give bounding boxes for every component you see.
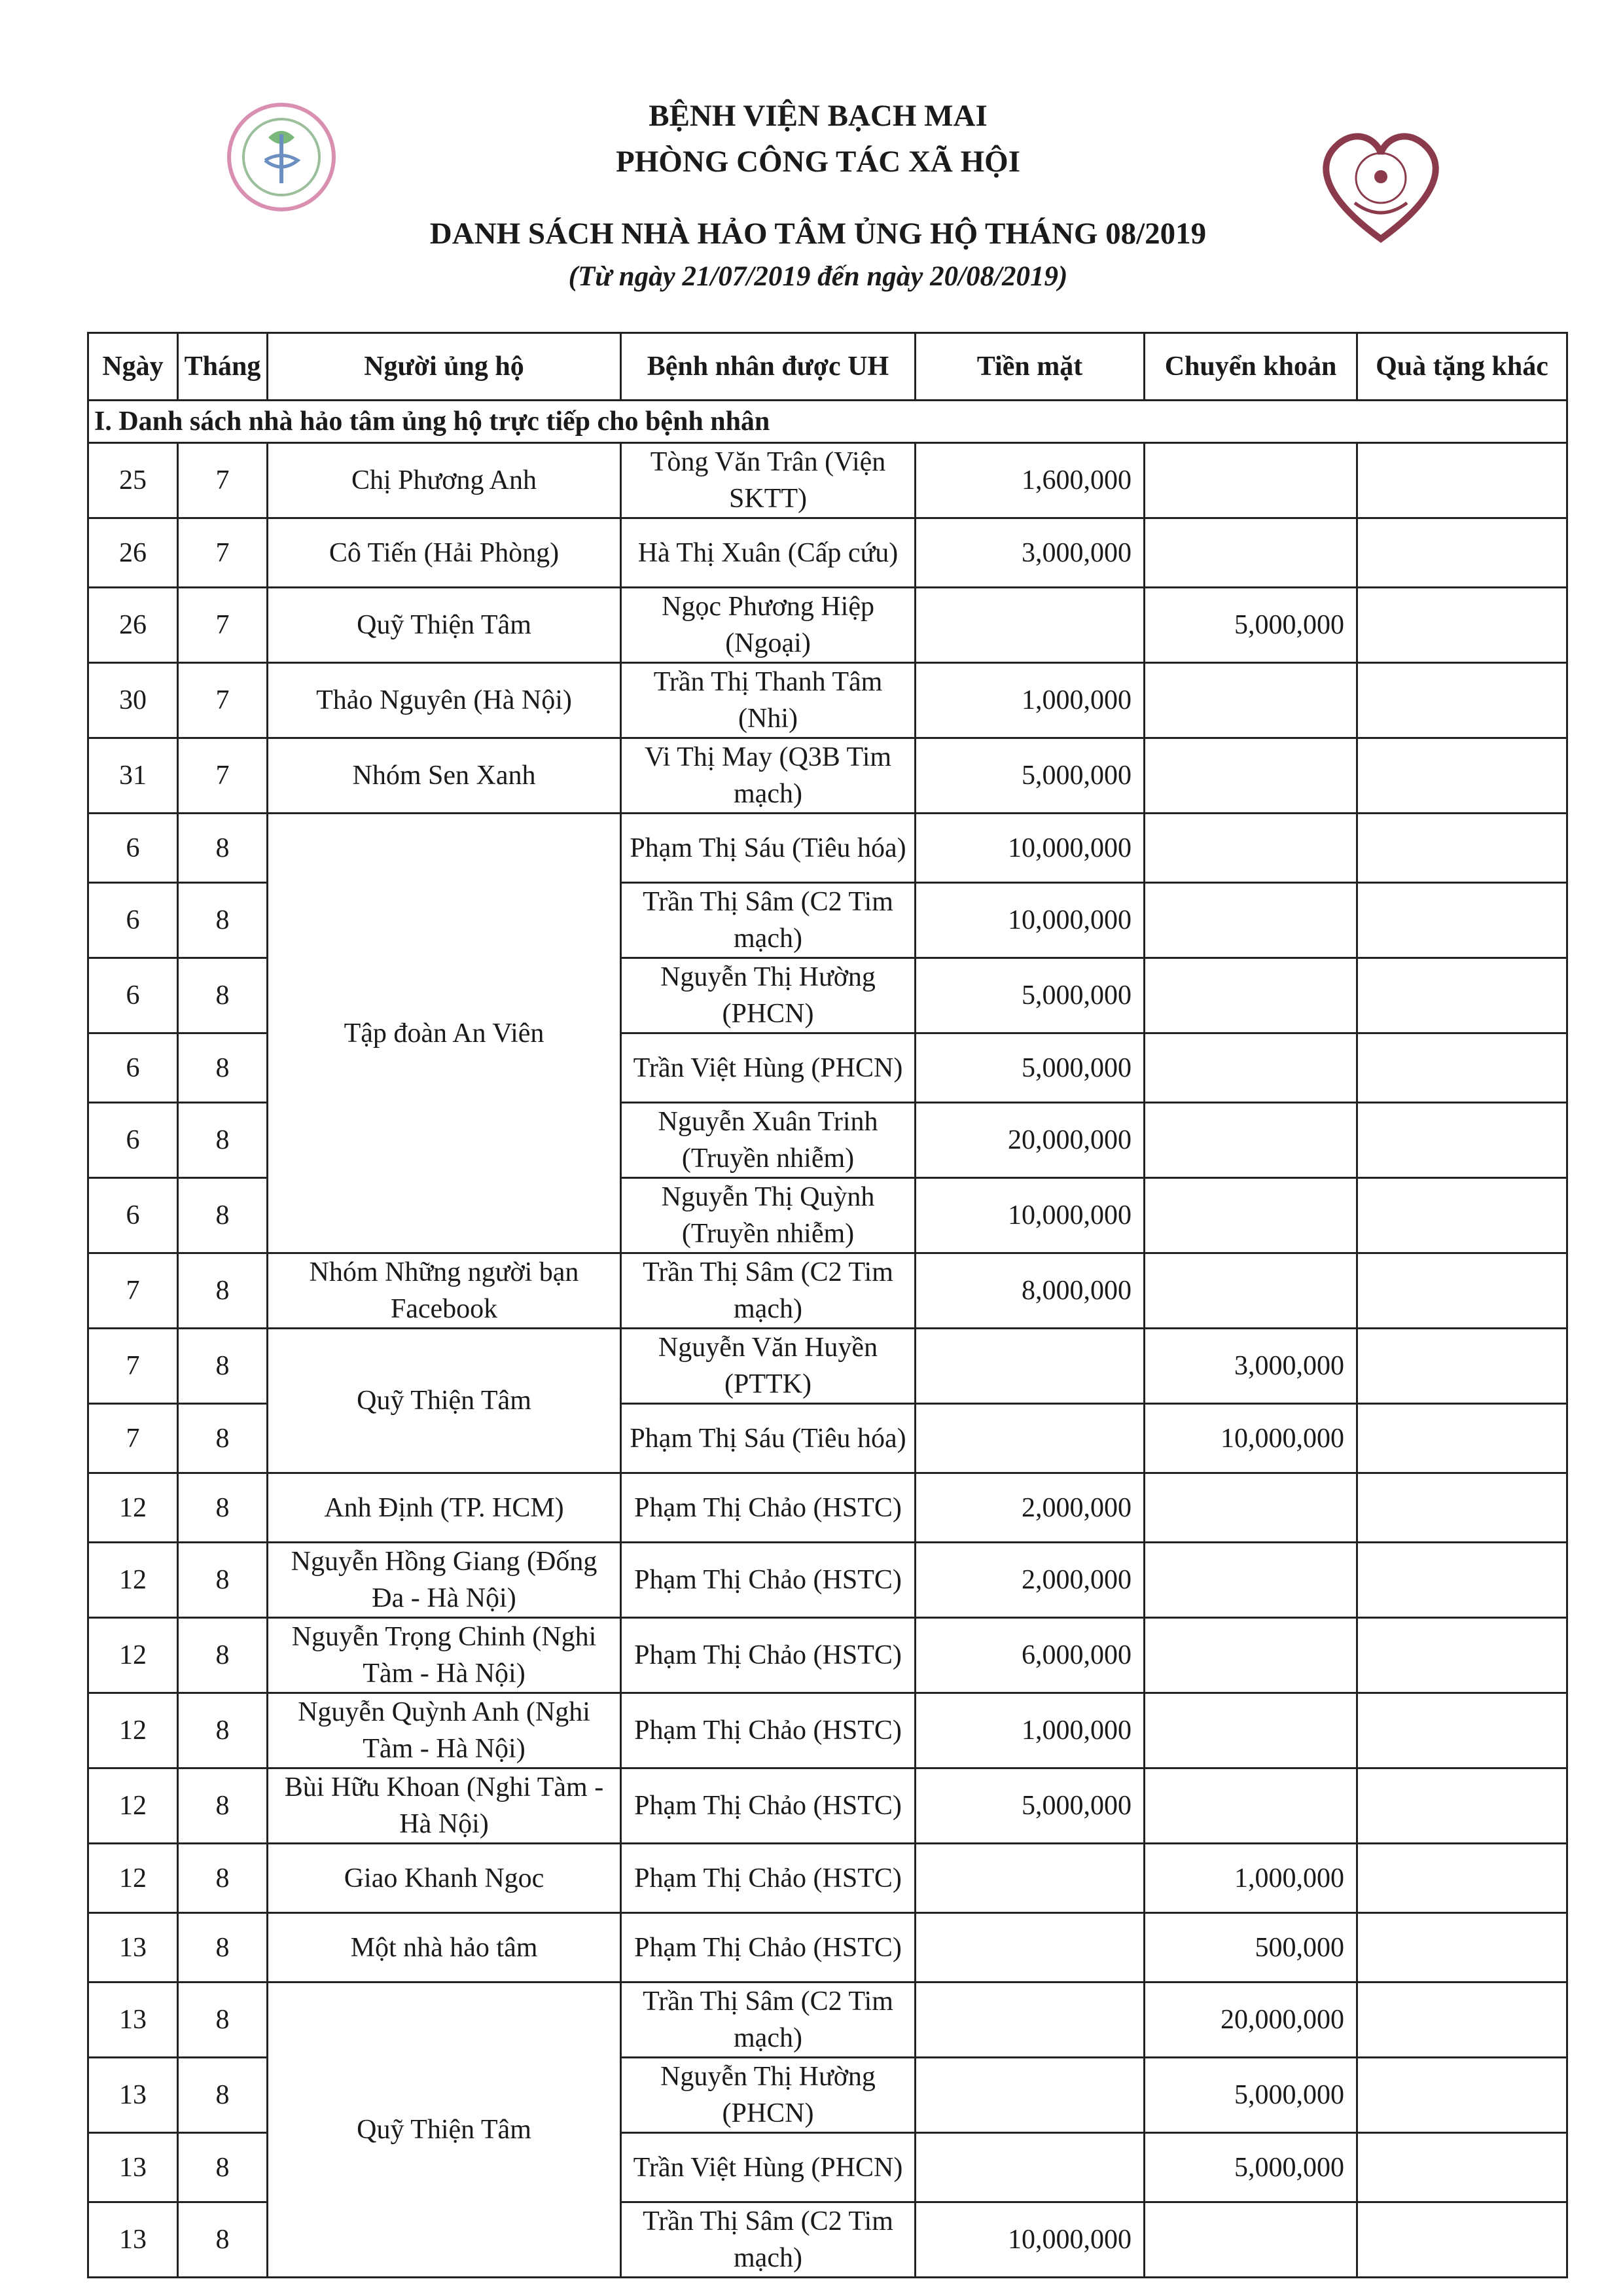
cell-transfer: 3,000,000 <box>1145 1329 1357 1404</box>
cell-patient: Trần Thị Thanh Tâm (Nhi) <box>621 663 916 738</box>
cell-month: 8 <box>178 1543 268 1618</box>
cell-other-gifts <box>1357 883 1567 958</box>
cell-patient: Trần Thị Sâm (C2 Tim mạch) <box>621 1982 916 2058</box>
cell-cash: 10,000,000 <box>916 883 1145 958</box>
cell-day: 6 <box>88 1178 178 1253</box>
cell-day: 12 <box>88 1768 178 1844</box>
cell-patient: Tòng Văn Trân (Viện SKTT) <box>621 443 916 518</box>
cell-month: 7 <box>178 738 268 814</box>
cell-other-gifts <box>1357 1693 1567 1768</box>
cell-donor: Nguyễn Hồng Giang (Đống Đa - Hà Nội) <box>268 1543 621 1618</box>
cell-patient: Hà Thị Xuân (Cấp cứu) <box>621 518 916 588</box>
cell-patient: Trần Thị Sâm (C2 Tim mạch) <box>621 1253 916 1329</box>
cell-patient: Phạm Thị Chảo (HSTC) <box>621 1473 916 1543</box>
table-row <box>88 1982 1567 2058</box>
cell-other-gifts <box>1357 1768 1567 1844</box>
cell-patient: Trần Việt Hùng (PHCN) <box>621 1033 916 1103</box>
cell-other-gifts <box>1357 1618 1567 1693</box>
cell-cash <box>916 588 1145 663</box>
cell-cash: 10,000,000 <box>916 2202 1145 2278</box>
cell-transfer <box>1145 958 1357 1033</box>
cell-donor: Nhóm Những người bạn Facebook <box>268 1253 621 1329</box>
hospital-logo-icon <box>196 98 366 216</box>
cell-day: 26 <box>88 588 178 663</box>
cell-cash: 2,000,000 <box>916 1543 1145 1618</box>
cell-day: 7 <box>88 1329 178 1404</box>
cell-transfer: 5,000,000 <box>1145 588 1357 663</box>
cell-cash: 1,000,000 <box>916 663 1145 738</box>
cell-patient: Ngọc Phương Hiệp (Ngoại) <box>621 588 916 663</box>
cell-other-gifts <box>1357 588 1567 663</box>
cell-donor: Bùi Hữu Khoan (Nghi Tàm - Hà Nội) <box>268 1768 621 1844</box>
hospital-name: BỆNH VIỆN BẠCH MAI <box>649 99 988 133</box>
cell-month: 8 <box>178 1178 268 1253</box>
cell-transfer <box>1145 1768 1357 1844</box>
cell-patient: Vi Thị May (Q3B Tim mạch) <box>621 738 916 814</box>
cell-other-gifts <box>1357 1543 1567 1618</box>
cell-other-gifts <box>1357 663 1567 738</box>
cell-other-gifts <box>1357 1473 1567 1543</box>
cell-cash <box>916 2058 1145 2133</box>
cell-day: 13 <box>88 2133 178 2202</box>
col-header-patient: Bệnh nhân được UH <box>621 333 916 401</box>
col-header-transfer: Chuyển khoản <box>1145 333 1357 401</box>
cell-transfer: 10,000,000 <box>1145 1404 1357 1473</box>
cell-other-gifts <box>1357 1329 1567 1404</box>
cell-day: 26 <box>88 518 178 588</box>
cell-cash: 3,000,000 <box>916 518 1145 588</box>
cell-donor: Cô Tiến (Hải Phòng) <box>268 518 621 588</box>
cell-other-gifts <box>1357 1913 1567 1982</box>
cell-month: 7 <box>178 443 268 518</box>
cell-patient: Phạm Thị Chảo (HSTC) <box>621 1913 916 1982</box>
table-row <box>88 1768 1567 1844</box>
cell-other-gifts <box>1357 958 1567 1033</box>
department-name: PHÒNG CÔNG TÁC XÃ HỘI <box>616 145 1020 179</box>
table-row <box>88 1253 1567 1329</box>
cell-patient: Phạm Thị Sáu (Tiêu hóa) <box>621 1404 916 1473</box>
table-row <box>88 588 1567 663</box>
cell-month: 8 <box>178 958 268 1033</box>
cell-day: 13 <box>88 2058 178 2133</box>
table-row <box>88 1618 1567 1693</box>
cell-donor: Nguyễn Trọng Chinh (Nghi Tàm - Hà Nội) <box>268 1618 621 1693</box>
cell-day: 6 <box>88 883 178 958</box>
cell-donor: Anh Định (TP. HCM) <box>268 1473 621 1543</box>
cell-cash: 10,000,000 <box>916 1178 1145 1253</box>
section-row <box>88 401 1567 443</box>
cell-day: 6 <box>88 1103 178 1178</box>
cell-donor: Quỹ Thiện Tâm <box>268 1329 621 1473</box>
cell-day: 12 <box>88 1844 178 1913</box>
table-row <box>88 518 1567 588</box>
cell-cash <box>916 1913 1145 1982</box>
cell-cash: 5,000,000 <box>916 958 1145 1033</box>
cell-transfer: 5,000,000 <box>1145 2133 1357 2202</box>
cell-other-gifts <box>1357 2058 1567 2133</box>
cell-other-gifts <box>1357 2133 1567 2202</box>
table-header-row <box>88 333 1567 401</box>
cell-month: 8 <box>178 1033 268 1103</box>
cell-other-gifts <box>1357 1178 1567 1253</box>
cell-cash <box>916 1404 1145 1473</box>
cell-patient: Nguyễn Văn Huyền (PTTK) <box>621 1329 916 1404</box>
cell-patient: Phạm Thị Chảo (HSTC) <box>621 1543 916 1618</box>
cell-cash: 20,000,000 <box>916 1103 1145 1178</box>
cell-patient: Trần Thị Sâm (C2 Tim mạch) <box>621 2202 916 2278</box>
cell-month: 7 <box>178 588 268 663</box>
cell-transfer <box>1145 1618 1357 1693</box>
cell-other-gifts <box>1357 1844 1567 1913</box>
cell-month: 8 <box>178 2058 268 2133</box>
cell-patient: Nguyễn Thị Hường (PHCN) <box>621 2058 916 2133</box>
cell-transfer <box>1145 1473 1357 1543</box>
cell-other-gifts <box>1357 1982 1567 2058</box>
cell-cash: 2,000,000 <box>916 1473 1145 1543</box>
cell-cash: 8,000,000 <box>916 1253 1145 1329</box>
cell-other-gifts <box>1357 2202 1567 2278</box>
cell-donor: Quỹ Thiện Tâm <box>268 1982 621 2278</box>
table-row <box>88 443 1567 518</box>
cell-other-gifts <box>1357 518 1567 588</box>
cell-patient: Phạm Thị Chảo (HSTC) <box>621 1618 916 1693</box>
cell-patient: Phạm Thị Sáu (Tiêu hóa) <box>621 814 916 883</box>
cell-month: 8 <box>178 2133 268 2202</box>
table-row <box>88 1913 1567 1982</box>
cell-day: 6 <box>88 814 178 883</box>
cell-day: 6 <box>88 958 178 1033</box>
cell-transfer: 20,000,000 <box>1145 1982 1357 2058</box>
cell-month: 8 <box>178 1844 268 1913</box>
cell-transfer <box>1145 1103 1357 1178</box>
cell-month: 8 <box>178 1103 268 1178</box>
table-row <box>88 738 1567 814</box>
cell-month: 8 <box>178 1618 268 1693</box>
table-row <box>88 1844 1567 1913</box>
cell-other-gifts <box>1357 738 1567 814</box>
cell-other-gifts <box>1357 814 1567 883</box>
cell-day: 13 <box>88 2202 178 2278</box>
cell-patient: Phạm Thị Chảo (HSTC) <box>621 1844 916 1913</box>
cell-day: 12 <box>88 1473 178 1543</box>
cell-day: 12 <box>88 1543 178 1618</box>
section-title: I. Danh sách nhà hảo tâm ủng hộ trực tiếp cho bệnh nhân <box>88 401 1567 443</box>
cell-transfer <box>1145 518 1357 588</box>
cell-donor: Chị Phương Anh <box>268 443 621 518</box>
cell-day: 6 <box>88 1033 178 1103</box>
cell-cash: 5,000,000 <box>916 738 1145 814</box>
page-title: DANH SÁCH NHÀ HẢO TÂM ỦNG HỘ THÁNG 08/2019 <box>429 217 1207 251</box>
col-header-donor: Người ủng hộ <box>268 333 621 401</box>
cell-day: 12 <box>88 1618 178 1693</box>
cell-cash: 5,000,000 <box>916 1033 1145 1103</box>
cell-other-gifts <box>1357 1253 1567 1329</box>
cell-transfer <box>1145 814 1357 883</box>
table-row <box>88 663 1567 738</box>
cell-patient: Trần Việt Hùng (PHCN) <box>621 2133 916 2202</box>
cell-cash <box>916 1982 1145 2058</box>
cell-month: 8 <box>178 814 268 883</box>
cell-transfer <box>1145 1253 1357 1329</box>
cell-month: 8 <box>178 1329 268 1404</box>
cell-month: 8 <box>178 883 268 958</box>
cell-transfer <box>1145 663 1357 738</box>
cell-day: 12 <box>88 1693 178 1768</box>
col-header-month: Tháng <box>178 333 268 401</box>
cell-donor: Thảo Nguyên (Hà Nội) <box>268 663 621 738</box>
table-row <box>88 1693 1567 1768</box>
cell-patient: Phạm Thị Chảo (HSTC) <box>621 1768 916 1844</box>
cell-transfer <box>1145 443 1357 518</box>
cell-other-gifts <box>1357 1033 1567 1103</box>
cell-transfer <box>1145 738 1357 814</box>
cell-donor: Quỹ Thiện Tâm <box>268 588 621 663</box>
cell-month: 8 <box>178 1693 268 1768</box>
cell-day: 31 <box>88 738 178 814</box>
cell-donor: Nguyễn Quỳnh Anh (Nghi Tàm - Hà Nội) <box>268 1693 621 1768</box>
col-header-other-gifts: Quà tặng khác <box>1357 333 1567 401</box>
date-range: (Từ ngày 21/07/2019 đến ngày 20/08/2019) <box>568 261 1068 292</box>
cell-transfer <box>1145 1033 1357 1103</box>
cell-patient: Phạm Thị Chảo (HSTC) <box>621 1693 916 1768</box>
cell-day: 13 <box>88 1982 178 2058</box>
cell-month: 8 <box>178 1768 268 1844</box>
table-row <box>88 1473 1567 1543</box>
cell-transfer <box>1145 2202 1357 2278</box>
table-row <box>88 814 1567 883</box>
cell-cash <box>916 1844 1145 1913</box>
cell-month: 7 <box>178 663 268 738</box>
cell-month: 8 <box>178 2202 268 2278</box>
cell-donor: Nhóm Sen Xanh <box>268 738 621 814</box>
cell-cash: 10,000,000 <box>916 814 1145 883</box>
cell-patient: Trần Thị Sâm (C2 Tim mạch) <box>621 883 916 958</box>
cell-other-gifts <box>1357 1103 1567 1178</box>
cell-transfer <box>1145 1178 1357 1253</box>
table-row <box>88 1329 1567 1404</box>
cell-donor: Tập đoàn An Viên <box>268 814 621 1253</box>
col-header-day: Ngày <box>88 333 178 401</box>
cell-transfer <box>1145 1693 1357 1768</box>
cell-other-gifts <box>1357 443 1567 518</box>
cell-patient: Nguyễn Xuân Trinh (Truyền nhiễm) <box>621 1103 916 1178</box>
col-header-cash: Tiền mặt <box>916 333 1145 401</box>
cell-cash: 5,000,000 <box>916 1768 1145 1844</box>
cell-month: 8 <box>178 1473 268 1543</box>
cell-transfer: 500,000 <box>1145 1913 1357 1982</box>
cell-month: 8 <box>178 1982 268 2058</box>
cell-transfer: 1,000,000 <box>1145 1844 1357 1913</box>
cell-month: 8 <box>178 1913 268 1982</box>
cell-day: 7 <box>88 1404 178 1473</box>
cell-cash: 1,000,000 <box>916 1693 1145 1768</box>
cell-day: 13 <box>88 1913 178 1982</box>
cell-transfer <box>1145 883 1357 958</box>
cell-transfer <box>1145 1543 1357 1618</box>
cell-month: 8 <box>178 1404 268 1473</box>
cell-day: 7 <box>88 1253 178 1329</box>
cell-cash <box>916 2133 1145 2202</box>
cell-donor: Một nhà hảo tâm <box>268 1913 621 1982</box>
cell-cash: 6,000,000 <box>916 1618 1145 1693</box>
cell-month: 7 <box>178 518 268 588</box>
cell-cash: 1,600,000 <box>916 443 1145 518</box>
cell-day: 25 <box>88 443 178 518</box>
cell-transfer: 5,000,000 <box>1145 2058 1357 2133</box>
table-row <box>88 1543 1567 1618</box>
donor-table <box>87 332 1568 2278</box>
cell-patient: Nguyễn Thị Hường (PHCN) <box>621 958 916 1033</box>
cell-day: 30 <box>88 663 178 738</box>
cell-cash <box>916 1329 1145 1404</box>
cell-other-gifts <box>1357 1404 1567 1473</box>
cell-donor: Giao Khanh Ngoc <box>268 1844 621 1913</box>
cell-patient: Nguyễn Thị Quỳnh (Truyền nhiễm) <box>621 1178 916 1253</box>
cell-month: 8 <box>178 1253 268 1329</box>
